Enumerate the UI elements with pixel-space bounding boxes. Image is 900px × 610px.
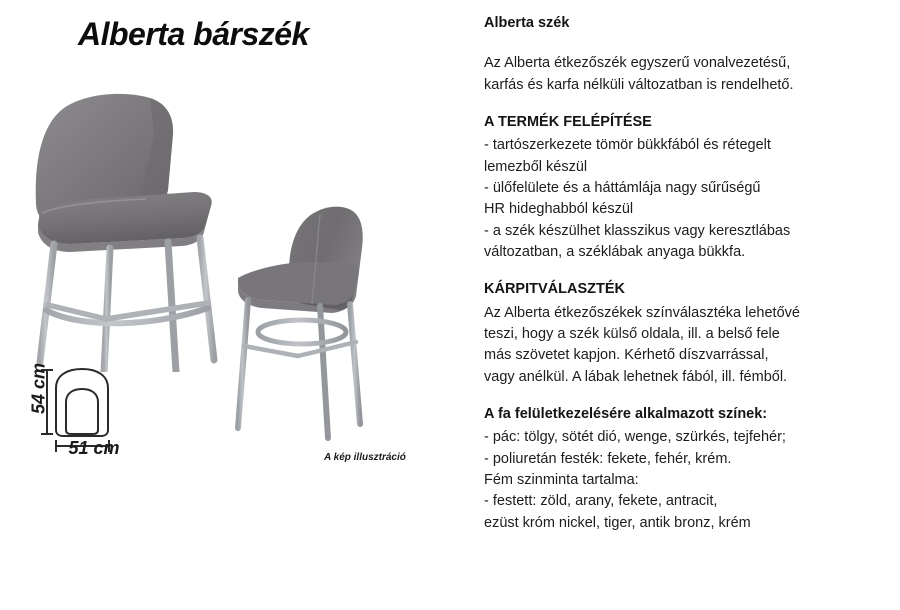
section-construction-line: - ülőfelülete és a háttámlája nagy sűrűségű <box>484 180 761 197</box>
section-colors-line: - festett: zöld, arany, fekete, antracit, <box>484 493 718 510</box>
right-column <box>484 14 884 534</box>
section-upholstery <box>484 280 884 388</box>
section-construction-line: HR hideghabból készül <box>484 201 634 218</box>
section-intro-line: Az Alberta étkezőszék egyszerű vonalvezetésű, <box>484 55 791 72</box>
dimension-height-label: 54 cm <box>28 362 49 415</box>
section-construction-line: - a szék készülhet klasszikus vagy keresztlábas <box>484 222 791 239</box>
dimension-width-label: 51 cm <box>68 438 120 458</box>
section-colors-line: - pác: tölgy, sötét dió, wenge, szürkés, tejfehér; <box>484 429 786 446</box>
section-upholstery-line: vagy anélkül. A lábak lehetnek fából, ill. fémből. <box>484 368 788 385</box>
section-intro-line: karfás és karfa nélküli változatban is rendelhető. <box>484 76 794 93</box>
section-construction-line: lemezből készül <box>484 158 588 175</box>
section-colors-heading: A fa felületkezelésére alkalmazott színek: <box>484 406 768 423</box>
page-title: Alberta bárszék <box>78 16 309 52</box>
section-colors-line: ezüst króm nickel, tiger, antik bronz, krém <box>484 514 751 531</box>
section-upholstery-heading: KÁRPITVÁLASZTÉK <box>484 281 625 298</box>
section-colors-line: - poliuretán festék: fekete, fehér, krém. <box>484 450 732 467</box>
illustration-caption: A kép illusztráció <box>324 452 406 463</box>
product-image-primary <box>18 72 233 372</box>
section-construction-line: változatban, a széklábak anyaga bükkfa. <box>484 244 746 261</box>
section-construction-line: - tartószerkezete tömör bükkfából és rétegelt <box>484 137 771 154</box>
section-upholstery-line: teszi, hogy a szék külső oldala, ill. a belső fele <box>484 326 780 343</box>
product-image-secondary <box>228 192 368 442</box>
section-intro <box>484 14 884 96</box>
section-construction-heading: A TERMÉK FELÉPÍTÉSE <box>484 114 652 131</box>
dimension-diagram <box>14 364 144 474</box>
section-upholstery-line: Az Alberta étkezőszékek színválasztéka lehetővé <box>484 304 800 321</box>
section-upholstery-line: más szövetet kapjon. Kérhető díszvarrással, <box>484 347 769 364</box>
section-colors <box>484 405 884 534</box>
section-construction <box>484 113 884 263</box>
section-colors-line: Fém szinminta tartalma: <box>484 472 639 489</box>
section-intro-heading: Alberta szék <box>484 15 570 31</box>
